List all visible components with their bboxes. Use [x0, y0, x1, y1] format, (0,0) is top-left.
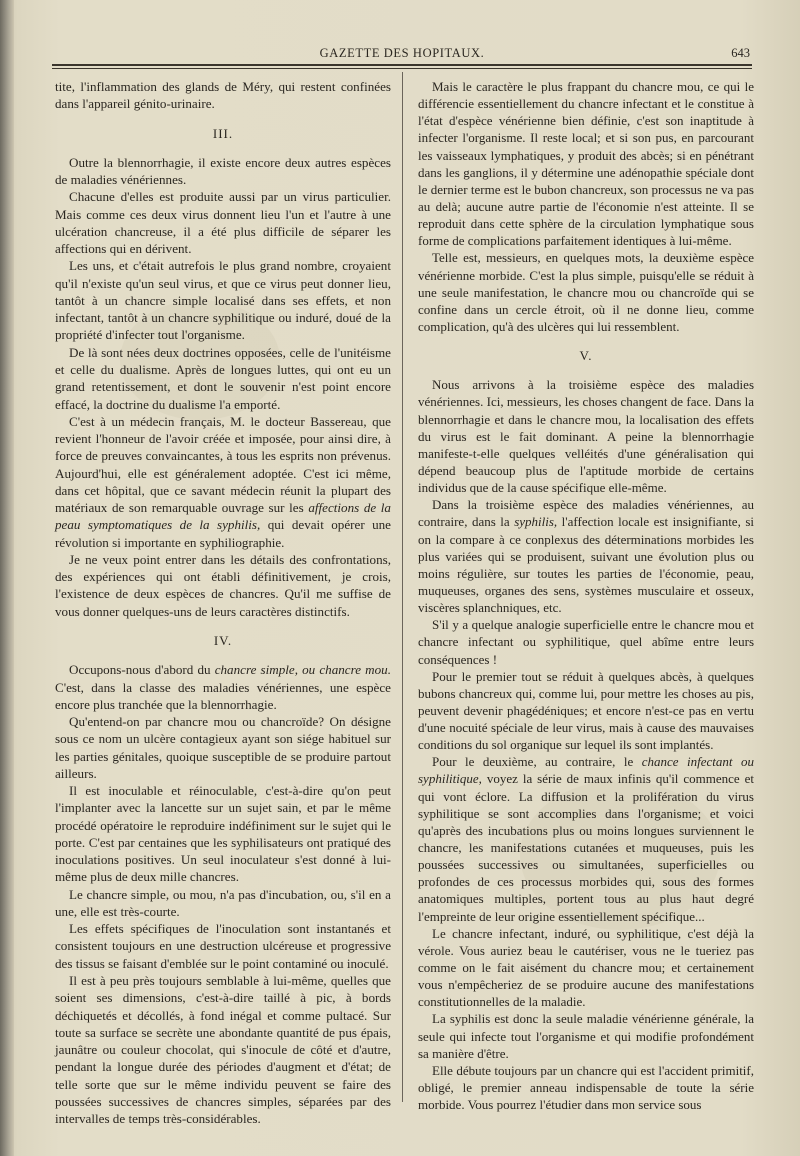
- text-run: Pour le deuxième, au contraire, le: [432, 754, 642, 770]
- section-heading-iii: III.: [212, 125, 234, 141]
- paragraph: Les uns, et c'était autrefois le plus grand nombre, croyaient qu'il n'existe qu'un seul virus, et que ce virus peut donner lieu, tantôt à un chancre simple localisé dans ses effets, et non infectant, tantôt à un chancre syphilitique ou induré, doué de la propriété d'infecter tout l'organisme.: [55, 258, 391, 343]
- text-run: Dans la troisième espèce des maladies vénériennes, au contraire, dans la: [418, 497, 754, 530]
- emphasis: syphilis,: [514, 514, 558, 530]
- text-run: C'est, dans la classe des maladies vénériennes, une espèce encore plus tranchée que la blennorrhagie.: [55, 679, 391, 712]
- paragraph: Outre la blennorrhagie, il existe encore deux autres espèces de maladies vénériennes.: [55, 154, 391, 188]
- paragraph: Pour le premier tout se réduit à quelques abcès, à quelques bubons chancreux qui, comme lui, pour mettre les choses au pis, peuvent devenir phagédéniques; et encore n'est-ce pas en vertu d'une nocuité spéciale de leur virus, mais à cause des mauvaises conditions du sol organique sur lequel ils sont implantés.: [418, 668, 754, 753]
- paragraph: [418, 496, 754, 616]
- paragraph: La syphilis est donc la seule maladie vénérienne générale, la seule qui infecte tout l'organisme et qui modifie profondément sa manière d'être.: [418, 1011, 754, 1061]
- emphasis: chance infectant ou syphilitique,: [418, 754, 754, 787]
- paragraph: Je ne veux point entrer dans les détails des confrontations, des expériences qui ont établi définitivement, je crois, l'existence de deux espèces de chancres. Qu'il me suffise de vous donner quelques-uns de leurs caractères distinctifs.: [55, 551, 391, 619]
- section-heading-v: V.: [579, 348, 593, 364]
- paragraph: De là sont nées deux doctrines opposées, celle de l'unitéisme et celle du dualisme. Après de longues luttes, qui ont eu un grand retentissement, et dont le souvenir n'est point encore effacé, la doctrine du dualisme l'a emporté.: [55, 344, 391, 412]
- paragraph: Il est inoculable et réinoculable, c'est-à-dire qu'on peut l'implanter avec la lancette sur un sujet sain, et par le même procédé opératoire le reproduire indéfiniment sur le sujet qui le porte. C'est par centaines que les syphilisateurs ont pratiqué des inoculations positives. Un seul inoculateur s'est donné à lui-même plus de deux mille chancres.: [55, 783, 391, 885]
- paragraph: Mais le caractère le plus frappant du chancre mou, ce qui le différencie essentiellement du chancre infectant et le constitue à l'état d'espèce vénérienne bien définie, c'est son inaptitude à infecter l'organisme. Il reste local; et si son pus, en parcourant les vaisseaux lymphatiques, y produit des abcès; si en pénétrant dans les ganglions, il y détermine une adénopathie spéciale dont le dernier terme est le bubon chancreux, son processus ne va pas au delà; aucune autre partie de l'économie n'est atteinte. Il se reproduit dans cette sphère de la circulation lymphatique sous forme de complications parfaitement identiques à lui-même.: [418, 79, 754, 249]
- paragraph: tite, l'inflammation des glands de Méry, qui restent confinées dans l'appareil génito-urinaire.: [55, 79, 391, 112]
- paragraph: Il est à peu près toujours semblable à lui-même, quelles que soient ses dimensions, c'est-à-dire taillé à pic, à bords déchiquetés et décollés, à fond inégal et comme pultacé. Sur toute sa surface se secrète une abondante quantité de pus épais, jaunâtre ou couleur chocolat, qui s'inocule de côté et d'autre, pendant la longue durée des périodes d'augment et d'état; de telle sorte que sur le même individu peuvent se faire des poussées successives de chancres simples, séparées par des intervalles de temps très-considérables.: [55, 973, 391, 1127]
- paragraph: [418, 753, 754, 924]
- header-rule-thin: [52, 68, 752, 69]
- page-spine-shadow: [0, 0, 14, 1156]
- text-run: Occupons-nous d'abord du: [69, 662, 215, 678]
- left-column: [55, 78, 391, 1127]
- running-title: GAZETTE DES HOPITAUX.: [319, 46, 485, 60]
- paragraph: [55, 413, 391, 551]
- paragraph: Elle débute toujours par un chancre qui est l'accident primitif, obligé, le premier anneau indispensable de toute la série morbide. Vous pourrez l'étudier dans mon service sous: [418, 1062, 754, 1113]
- paragraph: Le chancre simple, ou mou, n'a pas d'incubation, ou, s'il en a une, elle est très-courte.: [55, 886, 391, 919]
- text-run: voyez la série de maux infinis qu'il commence et qui vont éclore. La diffusion et la prolifération du virus syphilitique se sont accomplies dans l'organisme; et voici qu'après des incubations plus ou moins longues surviennent le chancre, les manifestations cutanées et muqueuses, puis les poussées successives ou simultanées, superficielles ou profondes de ces processus morbides qui, sous des formes anatomiques multiples, portent tous au plus haut degré l'empreinte de leur origine essentiellement spécifique...: [418, 771, 754, 924]
- paragraph: Chacune d'elles est produite aussi par un virus particulier. Mais comme ces deux virus donnent lieu l'un et l'autre à une ulcération chancreuse, il a été plus difficile de séparer les affections qui en dérivent.: [55, 189, 391, 257]
- paragraph: Le chancre infectant, induré, ou syphilitique, c'est déjà la vérole. Vous auriez beau le cautériser, vous ne le tueriez pas comme on le fait aisément du chancre mou; et certainement vous n'empêcheriez de se produire aucune des manifestations constitutionnelles de la maladie.: [418, 925, 754, 1010]
- page-header: [52, 42, 752, 66]
- paragraph: Nous arrivons à la troisième espèce des maladies vénériennes. Ici, messieurs, les choses changent de face. Dans la blennorrhagie et dans le chancre mou, la localisation des effets du virus est le fait dominant. A peine la blennorrhagie manifeste-t-elle quelques velléités d'une généralisation qui dépend beaucoup plus de l'aptitude morbide de certains individus que de la cause spécifique elle-même.: [418, 377, 754, 496]
- book-title: affections de la peau symptomatiques de la syphilis,: [55, 500, 391, 533]
- right-column: [418, 78, 754, 1113]
- paragraph: Qu'entend-on par chancre mou ou chancroïde? On désigne sous ce nom un ulcère contagieux ayant son siége habituel sur les parties génitales, quoique susceptible de se produire partout ailleurs.: [55, 714, 391, 781]
- text-run: qui devait opérer une révolution si importante en syphiliographie.: [55, 517, 391, 550]
- section-heading-iv: IV.: [213, 632, 233, 648]
- page-number: 643: [731, 46, 750, 60]
- paragraph: S'il y a quelque analogie superficielle entre le chancre mou et chancre infectant ou syphilitique, quel abîme entre leurs conséquences !: [418, 617, 754, 667]
- paragraph: [55, 661, 391, 713]
- text-run: C'est à un médecin français, M. le docteur Bassereau, que revient l'honneur de l'avoir créée et imposée, pour ainsi dire, à force de preuves convaincantes, à tous les esprits non prévenus. Aujourd'hui, elle est généralement adoptée. C'est ici même, dans cet hôpital, que ce savant médecin réunit la plupart des matériaux de son remarquable ouvrage sur les: [55, 413, 391, 516]
- header-rule: [52, 64, 752, 66]
- paragraph: Les effets spécifiques de l'inoculation sont instantanés et consistent toujours en une destruction ulcéreuse et progressive des tissus se faisant d'emblée sur le point contaminé ou inoculé.: [55, 921, 391, 971]
- paragraph: Telle est, messieurs, en quelques mots, la deuxième espèce vénérienne morbide. C'est la plus simple, puisqu'elle se réduit à une seule manifestation, le chancre mou ou chancroïde qui se confine dans un cercle étroit, où il ne donne lieu, comme complication, qu'à des ulcères qui lui ressemblent.: [418, 250, 754, 334]
- text-run: l'affection locale est insignifiante, si on la compare à ce conplexus des déterminations morbides les plus variées qui se produisent, suivant une évolution plus ou moins régulière, sur toutes les parties de l'économie, peau, muqueuses, organes des sens, systèmes musculaire et osseux, viscères splanchniques, etc.: [418, 514, 755, 616]
- emphasis: chancre simple, ou chancre mou.: [214, 662, 392, 678]
- column-divider: [402, 72, 403, 1102]
